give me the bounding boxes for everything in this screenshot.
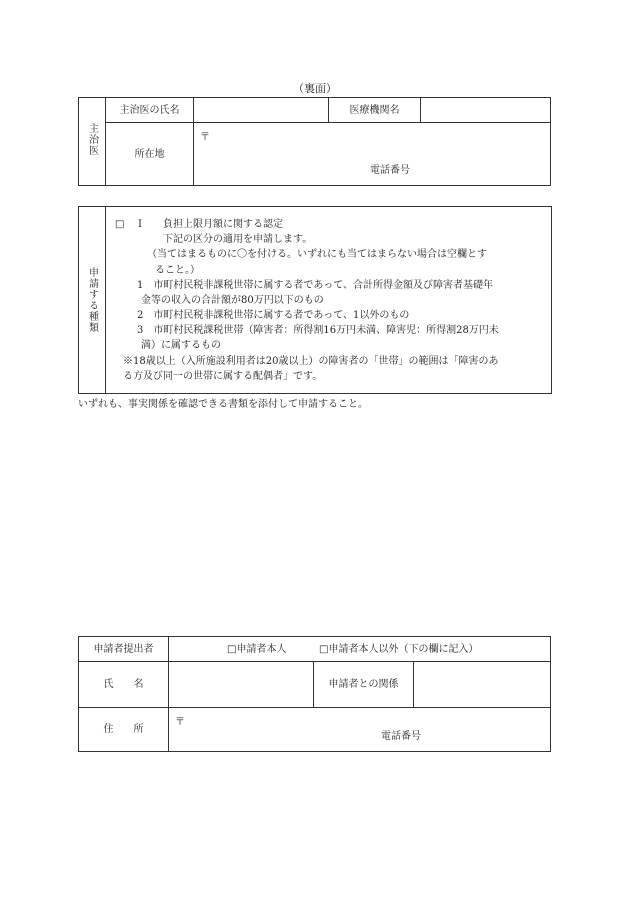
postal-mark: 〒 (200, 132, 210, 143)
doctor-name-label: 主治医の氏名 (106, 98, 194, 123)
applicant-address-field[interactable] (169, 708, 551, 752)
application-section-divider (105, 207, 106, 393)
page-side-label: （裏面） (293, 82, 337, 95)
application-section-label: 申請する種類 (86, 267, 98, 333)
doctor-phone-label: 電話番号 (370, 165, 410, 176)
option-other-checkbox[interactable]: □申請者本人以外（下の欄に記入） (319, 644, 479, 655)
relation-label: 申請者との関係 (314, 662, 414, 708)
doctor-section-label: 主治医 (86, 123, 98, 156)
doctor-address-field[interactable] (194, 123, 551, 186)
application-line: 2 市町村民税非課税世帯に属する者であって、1以外のもの (137, 310, 410, 321)
institution-label: 医療機関名 (329, 98, 421, 123)
type-checkbox[interactable]: □ (115, 219, 125, 230)
application-line: ること。） (155, 265, 200, 276)
applicant-name-label: 氏 名 (79, 662, 169, 708)
application-line: 1 市町村民税非課税世帯に属する者であって、合計所得金額及び障害者基礎年 (137, 280, 494, 291)
applicant-phone-label: 電話番号 (381, 731, 421, 742)
application-line: （当てはまるものに〇を付ける。いずれにも当てはまらない場合は空欄とす (147, 249, 487, 260)
application-box (78, 206, 552, 394)
item-number: Ⅰ (138, 219, 142, 230)
application-line: 満）に属するもの (141, 340, 221, 351)
application-line: 3 市町村民税課税世帯（障害者：所得割16万円未満、障害児：所得割28万円未 (137, 325, 499, 336)
postal-mark: 〒 (175, 717, 185, 728)
doctor-name-field[interactable] (194, 98, 329, 123)
submitter-table (78, 636, 551, 752)
submitter-options (169, 637, 551, 662)
application-section-cell (79, 207, 105, 393)
application-line: 金等の収入の合計額が80万円以下のもの (141, 295, 324, 306)
option-self-checkbox[interactable]: □申請者本人 (227, 644, 287, 655)
application-line: る方及び同一の世帯に属する配偶者」です。 (123, 371, 323, 382)
application-line: ※18歳以上（入所施設利用者は20歳以上）の障害者の「世帯」の範囲は「障害のあ (123, 356, 499, 367)
submitter-label: 申請者提出者 (79, 637, 169, 662)
applicant-address-label: 住 所 (79, 708, 169, 752)
applicant-name-field[interactable] (169, 662, 314, 708)
application-line: 下記の区分の適用を申請します。 (163, 234, 313, 245)
doctor-section-cell (79, 98, 106, 186)
doctor-address-label: 所在地 (106, 123, 194, 186)
relation-field[interactable] (414, 662, 551, 708)
doctor-table (78, 97, 551, 186)
item-title: 負担上限月額に関する認定 (163, 219, 283, 230)
attachment-note: いずれも、事実関係を確認できる書類を添付して申請すること。 (78, 399, 368, 410)
institution-field[interactable] (421, 98, 551, 123)
